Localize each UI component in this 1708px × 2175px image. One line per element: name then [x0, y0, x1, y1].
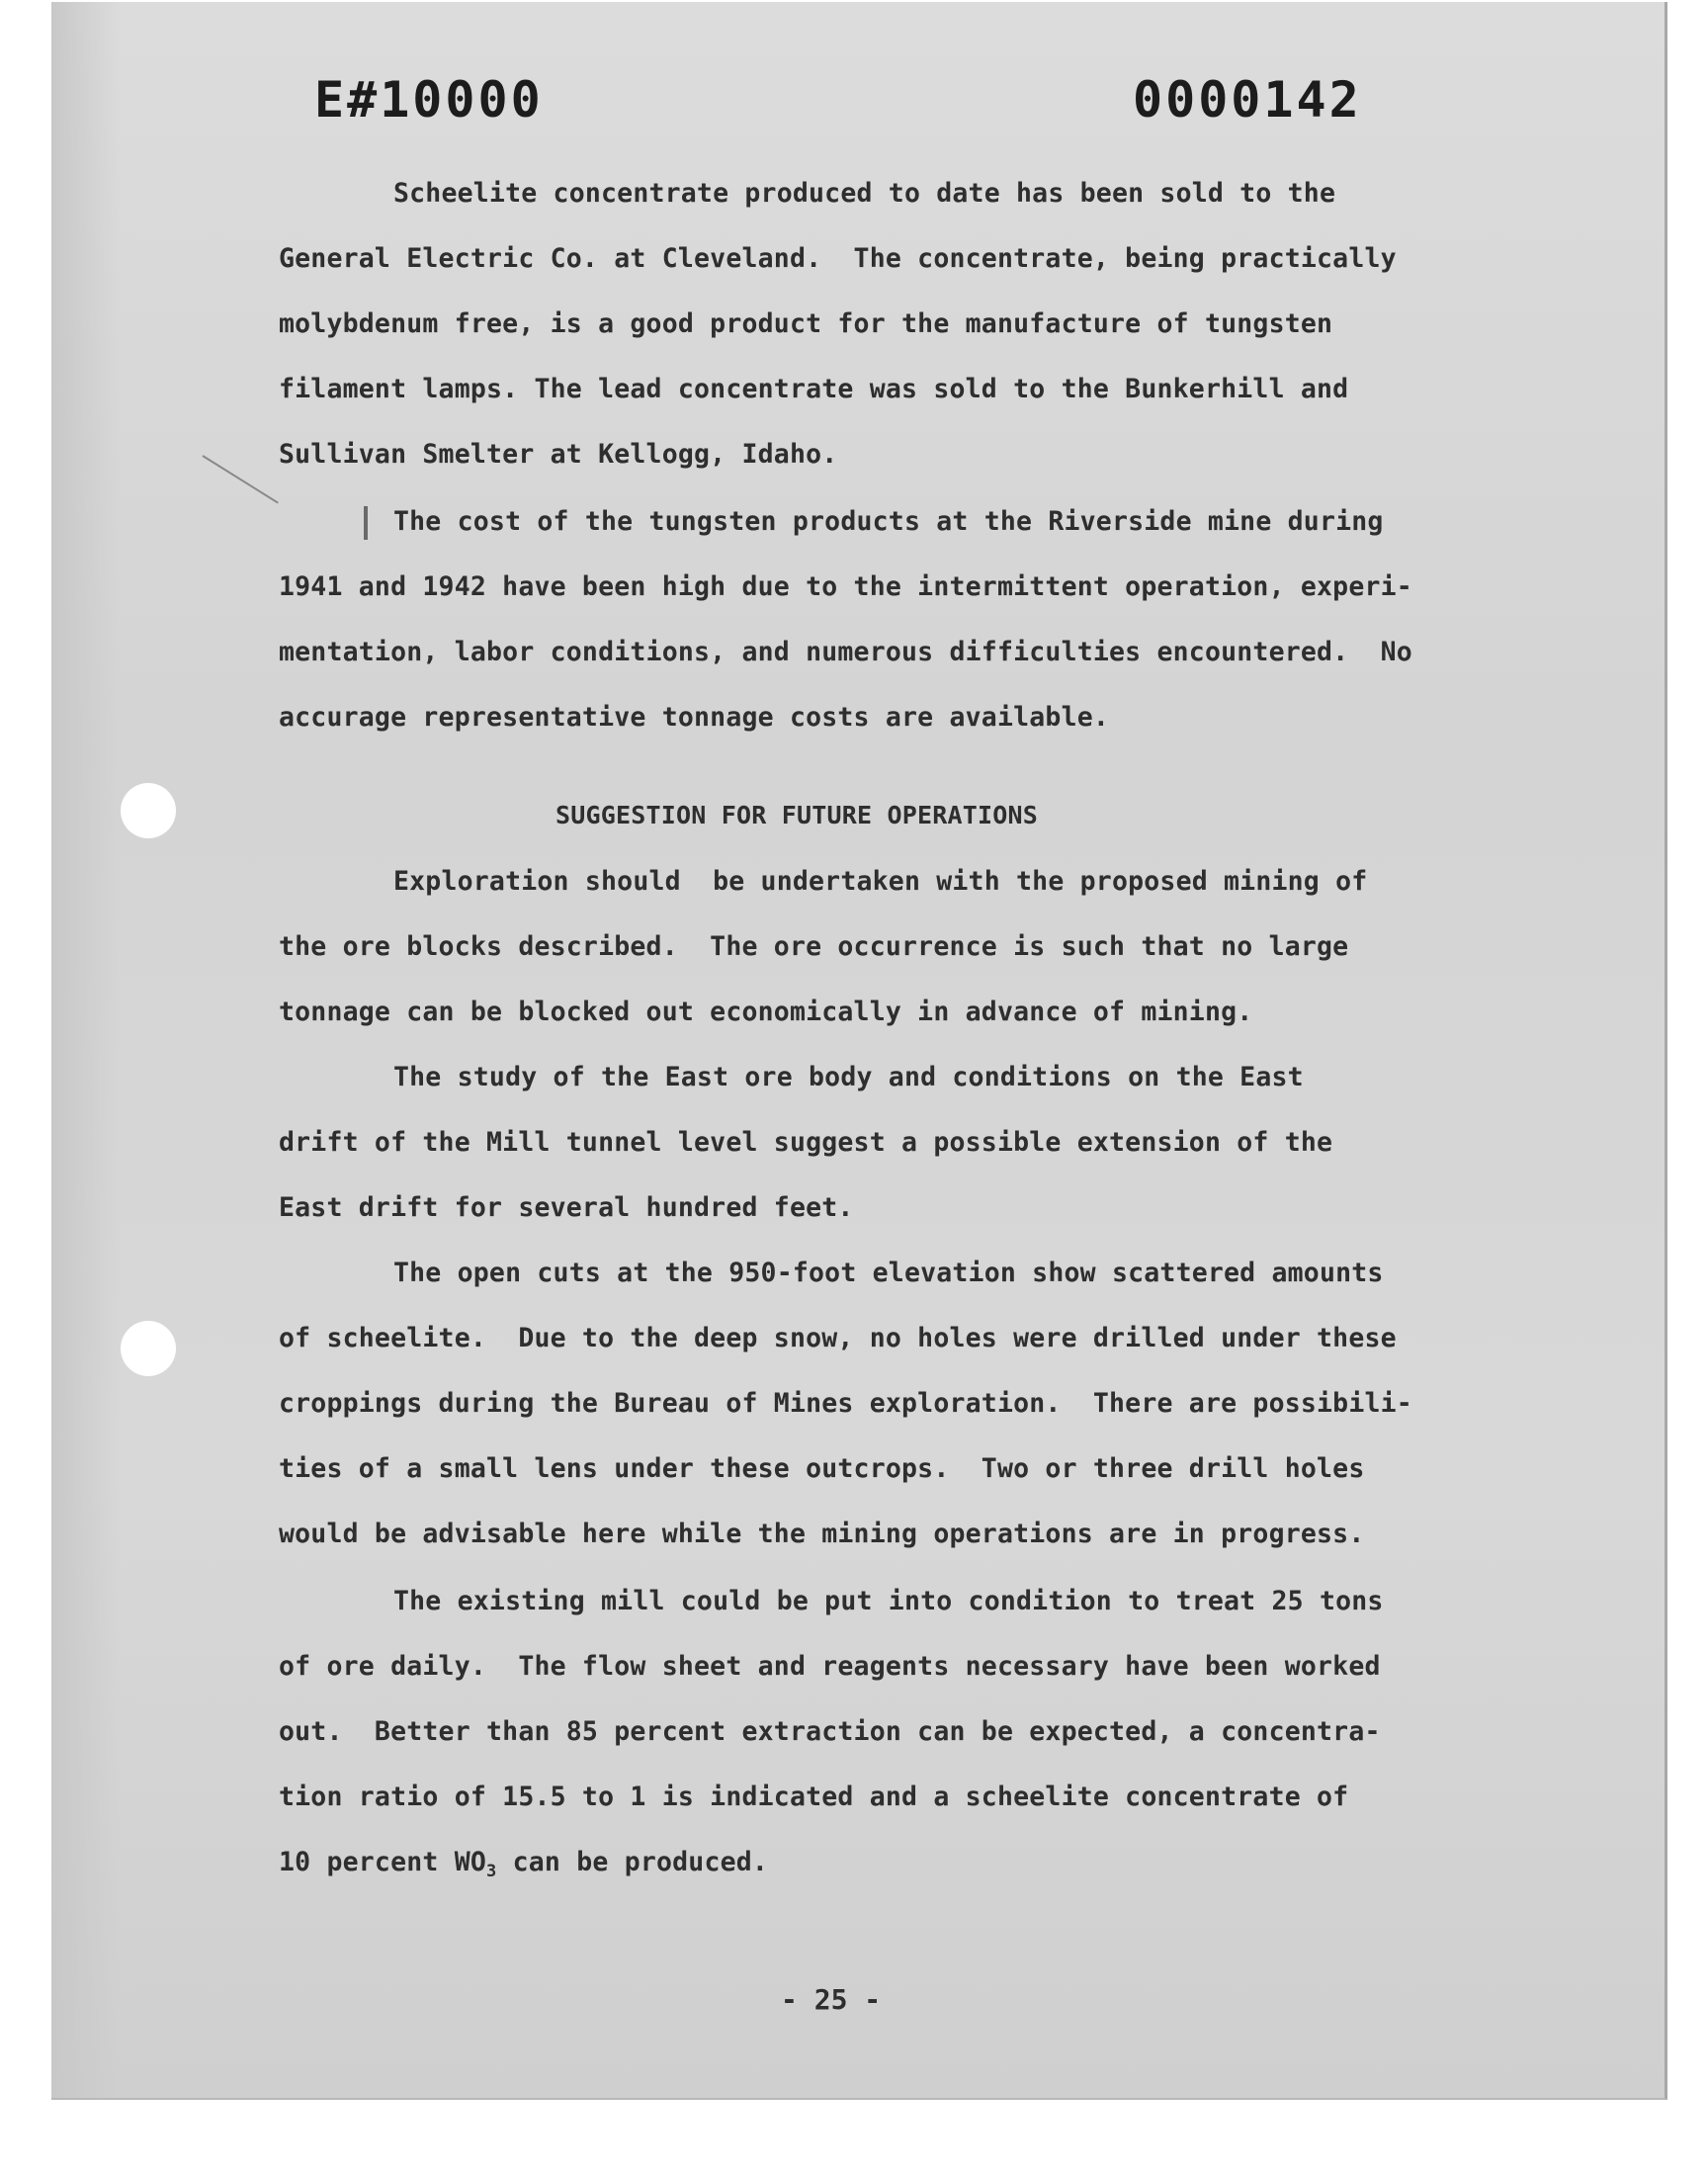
text-line: The study of the East ore body and conditions on the East — [393, 1062, 1304, 1092]
page-number: - 25 - — [781, 1983, 882, 2016]
final-line-prefix: 10 percent WO — [279, 1847, 487, 1877]
text-line: The cost of the tungsten products at the Riverside mine during — [393, 506, 1384, 537]
text-line: the ore blocks described. The ore occurrence is such that no large — [279, 931, 1349, 962]
text-line: of scheelite. Due to the deep snow, no holes were drilled under these — [279, 1323, 1397, 1353]
text-line: Sullivan Smelter at Kellogg, Idaho. — [279, 439, 838, 470]
text-line: The existing mill could be put into condition to treat 25 tons — [393, 1586, 1384, 1616]
text-line: of ore daily. The flow sheet and reagents necessary have been worked — [279, 1651, 1381, 1682]
margin-mark — [364, 506, 368, 540]
text-line: accurage representative tonnage costs are available. — [279, 702, 1110, 733]
text-line: Scheelite concentrate produced to date has been sold to the — [393, 178, 1336, 209]
text-line: croppings during the Bureau of Mines exploration. There are possibili- — [279, 1388, 1412, 1419]
text-line: General Electric Co. at Cleveland. The concentrate, being practically — [279, 243, 1397, 274]
page-serial-stamp: 0000142 — [1133, 71, 1362, 129]
text-line: drift of the Mill tunnel level suggest a possible extension of the — [279, 1127, 1333, 1158]
text-line-final — [279, 1847, 768, 1881]
punch-hole — [121, 783, 176, 838]
text-line: mentation, labor conditions, and numerous difficulties encountered. No — [279, 637, 1412, 667]
section-heading: SUGGESTION FOR FUTURE OPERATIONS — [555, 801, 1039, 829]
text-line: The open cuts at the 950-foot elevation show scattered amounts — [393, 1258, 1384, 1288]
text-line: out. Better than 85 percent extraction can be expected, a concentra- — [279, 1716, 1381, 1747]
text-line: Exploration should be undertaken with the proposed mining of — [393, 866, 1368, 897]
text-line: 1941 and 1942 have been high due to the intermittent operation, experi- — [279, 571, 1412, 602]
document-id-stamp: E#10000 — [314, 71, 544, 129]
text-line: ties of a small lens under these outcrops. Two or three drill holes — [279, 1453, 1365, 1484]
text-line: tonnage can be blocked out economically in advance of mining. — [279, 997, 1253, 1027]
punch-hole — [121, 1321, 176, 1376]
text-line: tion ratio of 15.5 to 1 is indicated and a scheelite concentrate of — [279, 1782, 1349, 1812]
text-line: molybdenum free, is a good product for the manufacture of tungsten — [279, 308, 1333, 339]
text-line: East drift for several hundred feet. — [279, 1192, 854, 1223]
final-line-suffix: can be produced. — [496, 1847, 769, 1877]
text-line: would be advisable here while the mining operations are in progress. — [279, 1519, 1365, 1549]
text-line: filament lamps. The lead concentrate was sold to the Bunkerhill and — [279, 374, 1349, 404]
chemical-subscript: 3 — [486, 1862, 497, 1881]
